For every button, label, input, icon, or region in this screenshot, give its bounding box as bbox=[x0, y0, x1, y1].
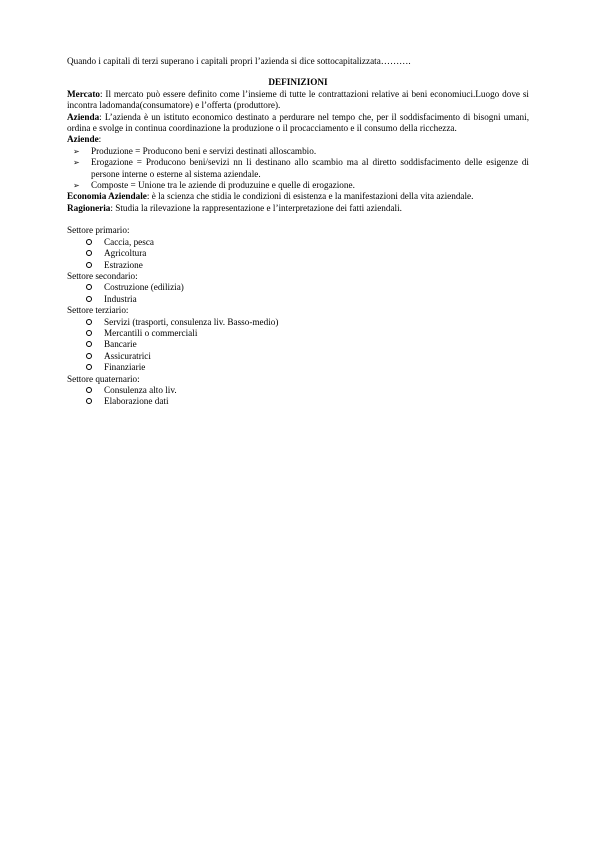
definition-azienda bbox=[67, 112, 529, 135]
list-item-text: Costruzione (edilizia) bbox=[104, 282, 184, 293]
list-item bbox=[67, 294, 529, 305]
sector-title-primario: Settore primario: bbox=[67, 225, 130, 236]
list-item bbox=[67, 282, 529, 293]
list-item bbox=[67, 157, 529, 180]
circle-bullet-icon bbox=[86, 387, 92, 393]
circle-bullet-icon bbox=[86, 319, 92, 325]
sector-list-secondario bbox=[67, 282, 529, 305]
definition-term: Economia Aziendale bbox=[67, 191, 147, 202]
sector-list-quaternario bbox=[67, 385, 529, 408]
section-heading: DEFINIZIONI bbox=[268, 77, 328, 88]
list-item-text: Industria bbox=[104, 293, 137, 304]
list-item bbox=[67, 317, 529, 328]
circle-bullet-icon bbox=[86, 239, 92, 245]
definition-text: : L’azienda è un istituto economico destinato a perdurare nel tempo che, per il soddisfacimento di bisogni umani, ordina e svolge in continua coordinazione la produzione o il procacciamento e il consumo della ricchezza. bbox=[67, 111, 529, 134]
list-item-text: Composte = Unione tra le aziende di produzuine e quelle di erogazione. bbox=[91, 180, 355, 191]
arrow-bullet-icon: ➢ bbox=[73, 158, 80, 168]
circle-bullet-icon bbox=[86, 296, 92, 302]
list-item bbox=[67, 248, 529, 259]
list-item bbox=[67, 146, 529, 157]
definition-mercato bbox=[67, 89, 529, 112]
definition-text: : Il mercato può essere definito come l’insieme di tutte le contrattazioni relative ai beni economiuci.Luogo dove si incontra ladomanda(consumatore) e l’offerta (produttore). bbox=[67, 88, 529, 111]
list-item bbox=[67, 385, 529, 396]
definition-economia-aziendale bbox=[67, 191, 529, 202]
circle-bullet-icon bbox=[86, 284, 92, 290]
sector-title-terziario: Settore terziario: bbox=[67, 305, 129, 316]
list-item bbox=[67, 351, 529, 362]
circle-bullet-icon bbox=[86, 330, 92, 336]
list-item-text: Elaborazione dati bbox=[104, 396, 169, 407]
circle-bullet-icon bbox=[86, 353, 92, 359]
list-item-text: Assicuratrici bbox=[104, 350, 151, 361]
list-item bbox=[67, 180, 529, 191]
definition-term: Ragioneria bbox=[67, 202, 111, 213]
list-item-text: Caccia, pesca bbox=[104, 236, 154, 247]
definition-term: Azienda bbox=[67, 111, 100, 122]
sector-list-terziario bbox=[67, 317, 529, 374]
sector-list-primario bbox=[67, 237, 529, 271]
arrow-bullet-icon: ➢ bbox=[73, 146, 80, 156]
list-item-text: Produzione = Producono beni e servizi destinati alloscambio. bbox=[91, 145, 317, 156]
list-item bbox=[67, 396, 529, 407]
definition-ragioneria bbox=[67, 203, 529, 214]
sector-title-quaternario: Settore quaternario: bbox=[67, 373, 140, 384]
sector-title-secondario: Settore secondario: bbox=[67, 270, 138, 281]
list-item-text: Estrazione bbox=[104, 259, 143, 270]
definition-term: Mercato bbox=[67, 88, 100, 99]
list-item bbox=[67, 339, 529, 350]
definition-text: : è la scienza che stidia le condizioni di esistenza e la manifestazioni della vita aziendale. bbox=[146, 191, 474, 202]
list-item-text: Mercantili o commerciali bbox=[104, 327, 198, 338]
intro-text: Quando i capitali di terzi superano i capitali propri l’azienda si dice sottocapitalizzata………. bbox=[67, 56, 411, 66]
list-item bbox=[67, 328, 529, 339]
list-item bbox=[67, 237, 529, 248]
list-item-text: Bancarie bbox=[104, 339, 137, 350]
definition-aziende bbox=[67, 134, 529, 145]
circle-bullet-icon bbox=[86, 398, 92, 404]
definition-term: Aziende bbox=[67, 134, 99, 145]
list-item-text: Finanziarie bbox=[104, 362, 146, 373]
circle-bullet-icon bbox=[86, 341, 92, 347]
spacer bbox=[67, 214, 529, 225]
list-item-text: Erogazione = Producono beni/sevizi nn li destinano allo scambio ma al diretto soddisfacimento delle esigenze di persone interne o esterne al sistema aziendale. bbox=[91, 157, 529, 179]
list-item bbox=[67, 260, 529, 271]
circle-bullet-icon bbox=[86, 262, 92, 268]
list-item bbox=[67, 362, 529, 373]
aziende-types-list bbox=[67, 146, 529, 192]
circle-bullet-icon bbox=[86, 364, 92, 370]
circle-bullet-icon bbox=[86, 250, 92, 256]
list-item-text: Servizi (trasporti, consulenza liv. Basso-medio) bbox=[104, 316, 279, 327]
list-item-text: Agricoltura bbox=[104, 248, 147, 259]
definition-text: : bbox=[98, 134, 102, 145]
list-item-text: Consulenza alto liv. bbox=[104, 384, 177, 395]
arrow-bullet-icon: ➢ bbox=[73, 181, 80, 191]
definition-text: : Studia la rilevazione la rappresentazione e l’interpretazione dei fatti aziendali. bbox=[110, 202, 402, 213]
